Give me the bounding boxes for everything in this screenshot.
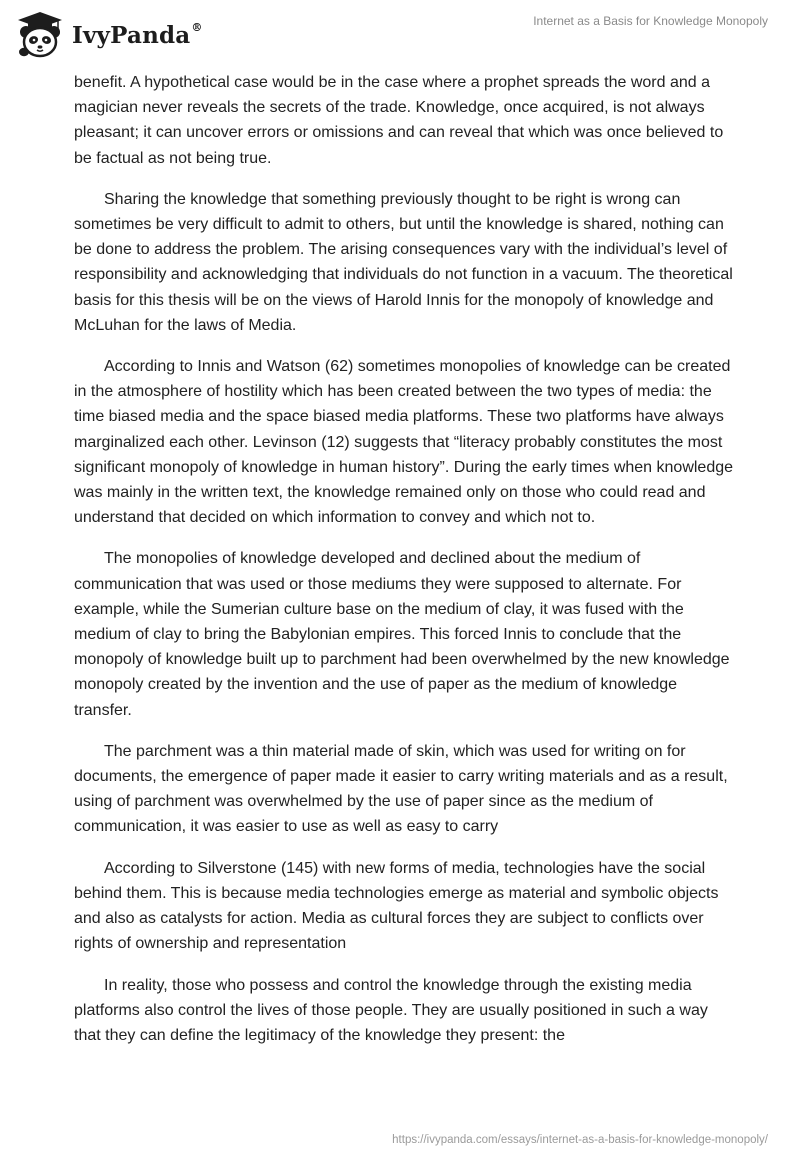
panda-graduate-icon — [14, 8, 66, 60]
source-url[interactable]: https://ivypanda.com/essays/internet-as-a-basis-for-knowledge-monopoly/ — [392, 1134, 768, 1146]
essay-body — [74, 70, 734, 1064]
document-title: Internet as a Basis for Knowledge Monopoly — [533, 14, 768, 28]
ivypanda-logo[interactable] — [14, 8, 203, 60]
paragraph: The parchment was a thin material made of skin, which was used for writing on for documents, the emergence of paper made it easier to carry writing materials and as a result, using of parchment was overwhelmed by the use of paper since as the medium of communication, it was easier to use as well as easy to carry — [74, 742, 728, 836]
brand-name: IvyPanda® — [72, 20, 203, 49]
paragraph: In reality, those who possess and control the knowledge through the existing media platforms also control the lives of those people. They are usually positioned in such a way that they can define the legitimacy of the knowledge they present: the — [74, 976, 708, 1044]
paragraph: According to Silverstone (145) with new forms of media, technologies have the social behind them. This is because media technologies emerge as material and symbolic objects and also as catalysts for action. Media as cultural forces they are subject to conflicts over rights of ownership and representation — [74, 859, 719, 953]
page-header — [0, 0, 800, 70]
paragraph: benefit. A hypothetical case would be in the case where a prophet spreads the word and a magician never reveals the secrets of the trade. Knowledge, once acquired, is not always pleasant; it can uncover errors or omissions and can reveal that which was once believed to be factual as not being true. — [74, 74, 724, 167]
paragraph: Sharing the knowledge that something previously thought to be right is wrong can sometimes be very difficult to admit to others, but until the knowledge is shared, nothing can be done to address the problem. The arising consequences vary with the individual’s level of responsibility and acknowledging that individuals do not function in a vacuum. The theoretical basis for this thesis will be on the views of Harold Innis for the monopoly of knowledge and McLuhan for the laws of Media. — [74, 190, 733, 334]
paragraph: The monopolies of knowledge developed and declined about the medium of communication that was used or those mediums they were supposed to alternate. For example, while the Sumerian culture base on the medium of clay, it was fused with the medium of clay to bring the Babylonian empires. This forced Innis to conclude that the monopoly of knowledge built up to parchment had been overwhelmed by the new knowledge monopoly created by the invention and the use of paper as the medium of knowledge transfer. — [74, 550, 730, 719]
paragraph: According to Innis and Watson (62) sometimes monopolies of knowledge can be created in the atmosphere of hostility which has been created between the two types of media: the time biased media and the space biased media platforms. These two platforms have always marginalized each other. Levinson (12) suggests that “literacy probably constitutes the most significant monopoly of knowledge in human history”. During the early times when knowledge was mainly in the written text, the knowledge remained only on those who could read and understand that decided on which information to convey and which not to. — [74, 358, 734, 527]
